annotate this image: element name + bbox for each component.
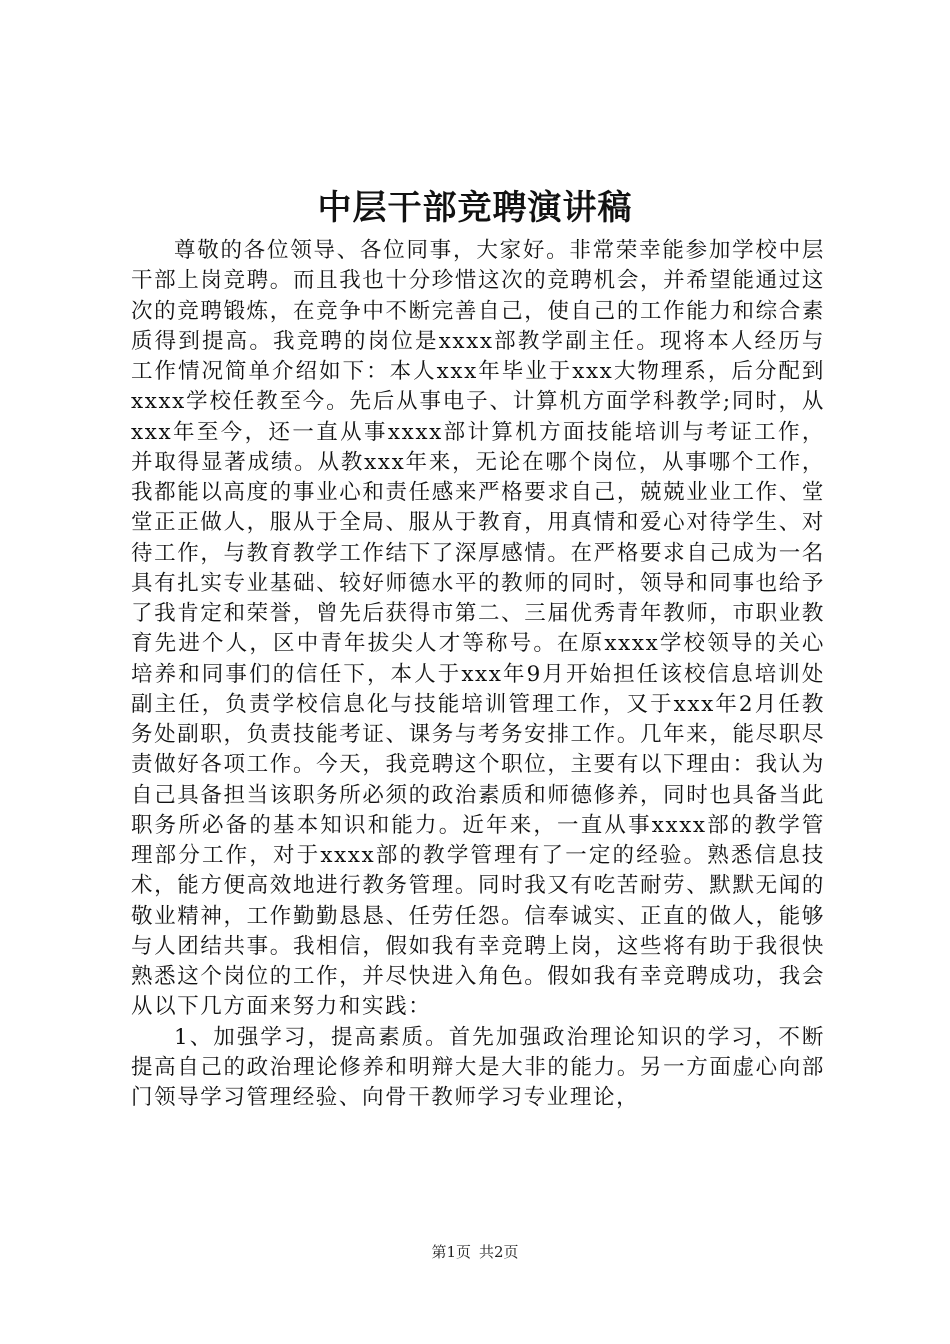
page-number-total: 共2页 — [479, 1243, 519, 1261]
page-footer — [0, 1242, 950, 1262]
body-paragraph-intro: 尊敬的各位领导、各位同事，大家好。非常荣幸能参加学校中层干部上岗竞聘。而且我也十分珍惜这次的竞聘机会，并希望能通过这次的竞聘锻炼，在竞争中不断完善自己，使自己的工作能力和综合素质得到提高。我竞聘的岗位是xxxx部教学副主任。现将本人经历与工作情况简单介绍如下：本人xxx年毕业于xxx大物理系，后分配到xxxx学校任教至今。先后从事电子、计算机方面学科教学;同时，从xxx年至今，还一直从事xxxx部计算机方面技能培训与考证工作，并取得显著成绩。从教xxx年来，无论在哪个岗位，从事哪个工作，我都能以高度的事业心和责任感来严格要求自己，兢兢业业工作、堂堂正正做人，服从于全局、服从于教育，用真情和爱心对待学生、对待工作，与教育教学工作结下了深厚感情。在严格要求自己成为一名具有扎实专业基础、较好师德水平的教师的同时，领导和同事也给予了我肯定和荣誉，曾先后获得市第二、三届优秀青年教师，市职业教育先进个人，区中青年拔尖人才等称号。在原xxxx学校领导的关心培养和同事们的信任下，本人于xxx年9月开始担任该校信息培训处副主任，负责学校信息化与技能培训管理工作，又于xxx年2月任教务处副职，负责技能考证、课务与考务安排工作。几年来，能尽职尽责做好各项工作。今天，我竞聘这个职位，主要有以下理由：我认为自己具备担当该职务所必须的政治素质和师德修养，同时也具备当此职务所必备的基本知识和能力。近年来，一直从事xxxx部的教学管理部分工作，对于xxxx部的教学管理有了一定的经验。熟悉信息技术，能方便高效地进行教务管理。同时我又有吃苦耐劳、默默无闻的敬业精神，工作勤勤恳恳、任劳任怨。信奉诚实、正直的做人，能够与人团结共事。我相信，假如我有幸竞聘上岗，这些将有助于我很快熟悉这个岗位的工作，并尽快进入角色。假如我有幸竞聘成功，我会从以下几方面来努力和实践： — [131, 238, 825, 1020]
document-body — [131, 236, 825, 1113]
page-number-current: 第1页 — [431, 1243, 471, 1261]
document-title: 中层干部竞聘演讲稿 — [317, 188, 633, 228]
body-paragraph-point-1: 1、加强学习，提高素质。首先加强政治理论知识的学习，不断提高自己的政治理论修养和明辩大是大非的能力。另一方面虚心向部门领导学习管理经验、向骨干教师学习专业理论， — [131, 1024, 825, 1110]
